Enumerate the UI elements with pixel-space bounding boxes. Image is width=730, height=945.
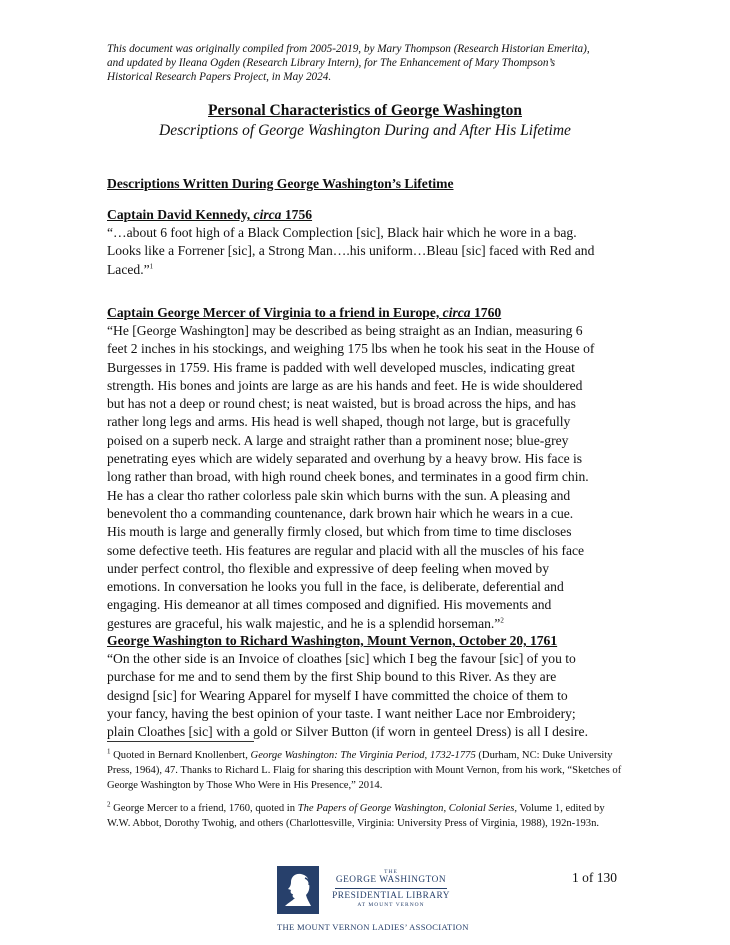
entry-heading-text: Captain George Mercer of Virginia to a friend in Europe, xyxy=(107,305,443,320)
quote-line: “…about 6 foot high of a Black Complection [sic], Black hair which he wore in a bag. xyxy=(107,225,577,240)
quote-line: His mouth is large and generally firmly closed, but which from time to time discloses xyxy=(107,524,572,540)
logo-wordmark xyxy=(327,869,455,908)
quote-line xyxy=(107,615,629,633)
quote-line: penetrating eyes which are widely separated and overhung by a heavy brow. His face is xyxy=(107,451,583,467)
logo-location: AT MOUNT VERNON xyxy=(357,902,425,908)
entry-quote xyxy=(107,650,629,741)
library-logo xyxy=(277,866,457,916)
footnote-divider xyxy=(107,741,254,742)
quote-line: “He [George Washington] may be described as being straight as an Indian, measuring 6 xyxy=(107,323,583,338)
compilation-note xyxy=(107,42,632,85)
quote-line-text: gestures are graceful, his walk majestic, and he is a splendid horseman.” xyxy=(107,615,501,631)
logo-line-1: GEORGE WASHINGTON xyxy=(335,875,447,885)
entry-heading xyxy=(107,632,629,650)
footnote-text: (Durham, NC: Duke University Press, 1964), 47. Thanks to Richard L. Flaig for sharing this description with Mount Vernon, from his work, “Sketches of George Washington by Those Who Were in His Presence,” 2014. xyxy=(107,750,622,791)
main-content xyxy=(107,175,629,740)
footnote-text: Quoted in Bernard Knollenbert, xyxy=(110,750,251,761)
quote-line: Burgesses in 1759. His frame is padded with well developed muscles, indicating great xyxy=(107,359,575,375)
quote-line: He has a clear tho rather colorless pale skin which burns with the sun. A pleasing and xyxy=(107,487,571,503)
compilation-note-line: and updated by Ileana Ogden (Research Library Intern), for The Enhancement of Mary Thompson’s xyxy=(107,57,556,70)
footnote-reference[interactable]: 1 xyxy=(149,262,154,271)
association-name: THE MOUNT VERNON LADIES’ ASSOCIATION xyxy=(277,922,469,932)
entry-richard-washington xyxy=(107,632,629,741)
entry-heading-text: 1756 xyxy=(281,207,313,222)
quote-line: poised on a superb neck. A large and straight rather than a prominent nose; blue-grey xyxy=(107,432,569,448)
logo-divider xyxy=(335,888,447,889)
compilation-note-line: This document was originally compiled from 2005-2019, by Mary Thompson (Research Historian Emerita), xyxy=(107,43,590,55)
entry-heading-italic: circa xyxy=(442,305,471,320)
entry-heading-italic: circa xyxy=(253,207,282,222)
footnote-number: 2 xyxy=(107,800,111,809)
footnote-number: 1 xyxy=(107,747,111,756)
quote-line: purchase for me and to send them by the first Ship bound to this River. As they are xyxy=(107,669,557,685)
quote-line: “On the other side is an Invoice of cloathes [sic] which I beg the favour [sic] of you to xyxy=(107,651,576,666)
quote-line: designd [sic] for Wearing Apparel for myself I have committed the choice of them to xyxy=(107,687,568,703)
footnote-reference[interactable]: 2 xyxy=(500,616,504,625)
quote-line: plain Cloathes [sic] with a gold or Silver Button (if worn in genteel Dress) is all I desire. xyxy=(107,724,588,740)
entry-quote xyxy=(107,322,629,633)
quote-line: engaging. His demeanor at all times composed and dignified. His movements and xyxy=(107,597,552,613)
entry-mercer xyxy=(107,304,629,633)
footnote-text: Volume 1, edited by W.W. Abbot, Dorothy Twohig, and others (Charlottesville, Virginia: University Press of Virginia, 1988), 192n-193n. xyxy=(107,803,605,829)
quote-line: emotions. In conversation he looks you full in the face, is deliberate, deferential and xyxy=(107,579,564,595)
quote-line: but has not a deep or round chest; is neat waisted, but is broad across the hips, and has xyxy=(107,396,576,412)
quote-line: feet 2 inches in his stockings, and weighing 175 lbs when he took his seat in the House of xyxy=(107,341,595,357)
quote-line: strength. His bones and joints are large as are his hands and feet. He is wide shouldered xyxy=(107,377,583,393)
title-block xyxy=(60,101,670,141)
quote-line-text: Laced.” xyxy=(107,261,150,277)
entry-heading xyxy=(107,304,629,322)
footnote-title: The Papers of George Washington, Colonial Series, xyxy=(297,803,518,814)
footnote-title: George Washington: The Virginia Period, 1732-1775 xyxy=(250,750,476,761)
document-subtitle: Descriptions of George Washington During and After His Lifetime xyxy=(159,122,571,139)
quote-line: your fancy, having the best opinion of your taste. I want neither Lace nor Embroidery; xyxy=(107,705,576,721)
quote-line xyxy=(107,261,629,279)
quote-line: long rather than broad, with high round cheek bones, and terminates in a good firm chin. xyxy=(107,469,589,485)
entry-kennedy xyxy=(107,206,629,279)
footnote-2 xyxy=(107,801,629,831)
quote-line: under perfect control, tho flexible and expressive of deep feeling when moved by xyxy=(107,560,550,576)
compilation-note-line: Historical Research Papers Project, in May 2024. xyxy=(107,71,332,84)
section-heading: Descriptions Written During George Washington’s Lifetime xyxy=(107,176,454,191)
quote-line: some defective teeth. His features are regular and placid with all the muscles of his face xyxy=(107,542,585,558)
entry-heading xyxy=(107,206,629,224)
entry-heading-text: George Washington to Richard Washington, Mount Vernon, October 20, 1761 xyxy=(107,633,558,648)
page-number: 1 of 130 xyxy=(572,870,617,885)
entry-heading-text: Captain David Kennedy, xyxy=(107,207,254,222)
quote-line: Looks like a Forrener [sic], a Strong Man….his uniform…Bleau [sic] faced with Red and xyxy=(107,243,595,259)
document-title: Personal Characteristics of George Washington xyxy=(208,102,522,119)
footnote-text: George Mercer to a friend, 1760, quoted in xyxy=(110,803,298,814)
footnotes xyxy=(107,748,629,831)
logo-line-2: PRESIDENTIAL LIBRARY xyxy=(332,891,450,901)
washington-bust-icon xyxy=(277,866,319,914)
logo-the: THE xyxy=(384,869,398,875)
quote-line: benevolent tho a commanding countenance, dark brown hair which he wears in a cue. xyxy=(107,505,574,521)
entry-heading-text: 1760 xyxy=(470,305,502,320)
footnote-1 xyxy=(107,748,629,793)
entry-quote xyxy=(107,224,629,279)
quote-line: rather long legs and arms. His head is well shaped, though not large, but is gracefully xyxy=(107,414,571,430)
